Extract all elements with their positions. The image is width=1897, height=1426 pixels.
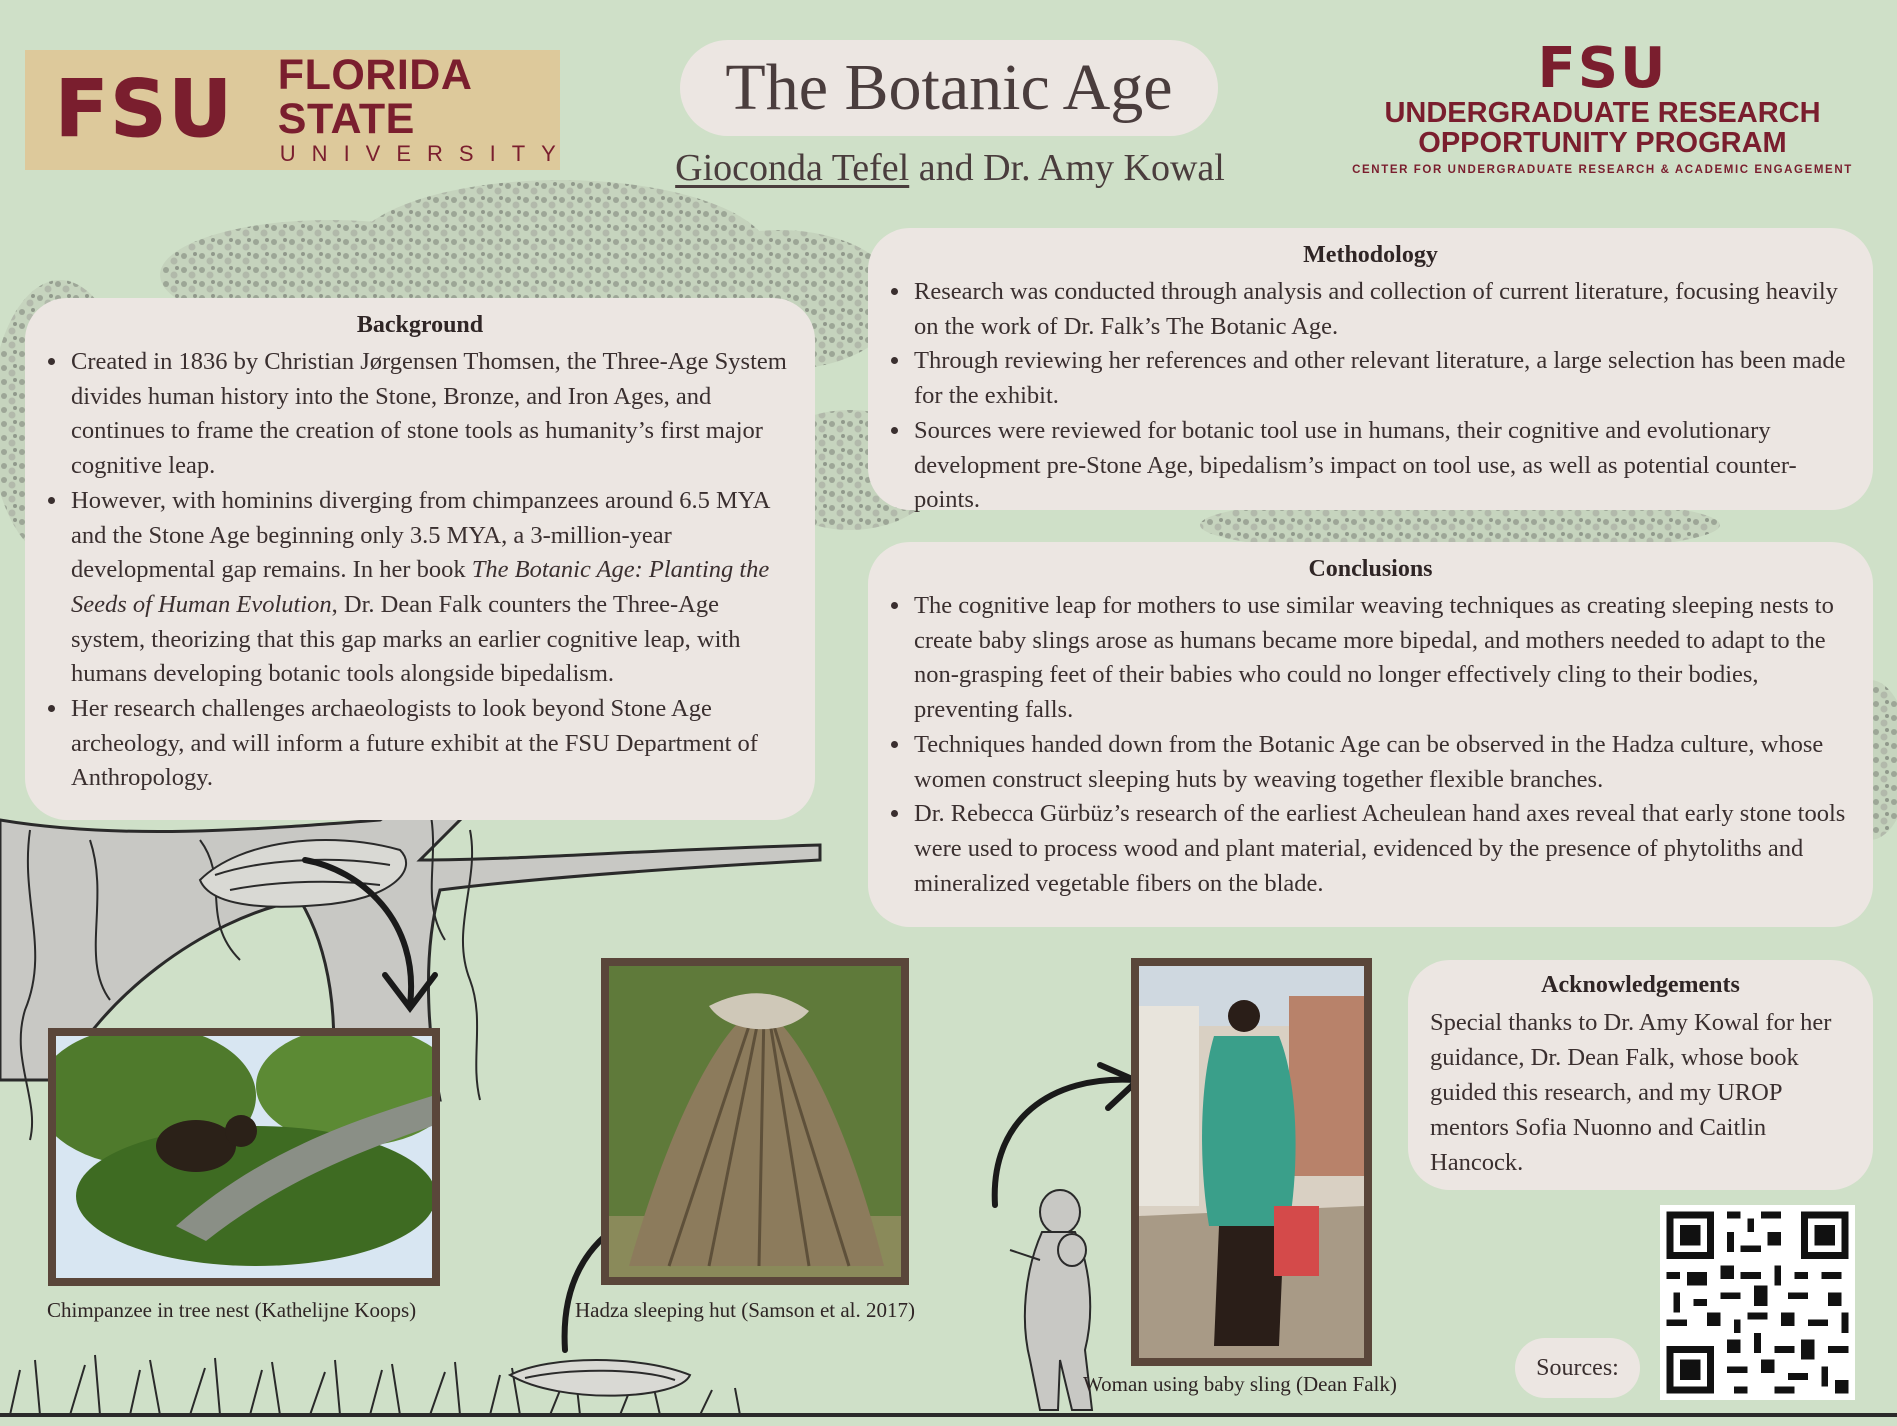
conclusions-item-3: • Dr. Rebecca Gürbüz’s research of the earliest Acheulean hand axes reveal that early stone tools were used to process wood and plant material, evidenced by the presence of phytoliths and mineralized vegetable fibers on the blade. [912, 797, 1847, 901]
chimpanzee-nest-image [56, 1036, 432, 1278]
authors [600, 146, 1300, 190]
fsu-logo [25, 50, 572, 170]
ground-nest [510, 1360, 690, 1396]
acknowledgements-panel [1408, 960, 1873, 1190]
background-panel [25, 298, 815, 820]
methodology-panel [868, 228, 1873, 514]
conclusions-item-2: • Techniques handed down from the Botanic Age can be observed in the Hadza culture, whose women construct sleeping huts by weaving together flexible branches. [912, 728, 1847, 797]
hadza-hut-image [609, 966, 901, 1277]
background-item-1: • Created in 1836 by Christian Jørgensen Thomsen, the Three-Age System divides human history into the Stone, Bronze, and Iron Ages, and continues to frame the creation of stone tools as humanity’s first major cognitive leap. [69, 345, 789, 484]
background-item-2-text: However, with hominins diverging from chimpanzees around 6.5 MYA and the Stone Age beginning only 3.5 MYA, a 3-million-year developmental gap remains. In her book [71, 486, 770, 584]
qr-code-icon [1660, 1205, 1855, 1400]
urop-line1: UNDERGRADUATE RESEARCH [1384, 97, 1821, 129]
university-name [278, 53, 572, 167]
author-secondary: and Dr. Amy Kowal [909, 147, 1225, 189]
urop-logo [1340, 36, 1865, 176]
urop-logo-letters: FSU [1537, 36, 1668, 101]
university-name-line1: FLORIDA STATE [277, 51, 471, 143]
methodology-heading: Methodology [1303, 242, 1438, 268]
baby-sling-image [1139, 966, 1364, 1358]
hadza-caption: Hadza sleeping hut (Samson et al. 2017) [575, 1298, 915, 1322]
background-heading: Background [356, 312, 484, 338]
author-primary: Gioconda Tefel [675, 147, 910, 189]
hadza-hut-photo [601, 958, 909, 1285]
sources-qr-code[interactable] [1660, 1205, 1855, 1400]
poster-title: The Botanic Age [725, 51, 1173, 124]
background-item-3: • Her research challenges archaeologists to look beyond Stone Age archeology, and will inform a future exhibit at the FSU Department of Anthropology. [69, 692, 789, 796]
methodology-item-2: • Through reviewing her references and other relevant literature, a large selection has been made for the exhibit. [912, 344, 1847, 413]
conclusions-heading: Conclusions [1308, 556, 1433, 582]
baby-sling-caption: Woman using baby sling (Dean Falk) [1083, 1372, 1397, 1396]
background-item-2-rest: , Dr. Dean Falk counters the Three-Age system, theorizing that this gap marks an earlier cognitive leap, with humans developing botanic tools alongside bipedalism. [71, 590, 741, 688]
title-pill [680, 40, 1218, 136]
sources-label: Sources: [1515, 1338, 1640, 1398]
university-name-line2: UNIVERSITY [279, 141, 572, 166]
acknowledgements-text: Special thanks to Dr. Amy Kowal for her guidance, Dr. Dean Falk, whose book guided this research, and my UROP mentors Sofia Nuonno and Caitlin Hancock. [1430, 1009, 1832, 1176]
urop-line3: CENTER FOR UNDERGRADUATE RESEARCH & ACADEMIC ENGAGEMENT [1352, 164, 1853, 176]
conclusions-panel [868, 542, 1873, 927]
background-item-2 [69, 484, 789, 692]
hominin-figure [1010, 1190, 1092, 1410]
acknowledgements-heading: Acknowledgements [1541, 972, 1740, 998]
book-title: The Botanic Age: Planting the Seeds of Human Evolution [71, 556, 770, 618]
fsu-logo-letters: FSU [55, 65, 234, 155]
methodology-item-3: • Sources were reviewed for botanic tool use in humans, their cognitive and evolutionary development pre-Stone Age, bipedalism’s impact on tool use, as well as potential counter-points. [912, 414, 1847, 518]
methodology-item-1: • Research was conducted through analysis and collection of current literature, focusing heavily on the work of Dr. Falk’s The Botanic Age. [912, 275, 1847, 344]
baby-sling-photo [1131, 958, 1372, 1366]
urop-line2: OPPORTUNITY PROGRAM [1418, 127, 1787, 159]
chimpanzee-caption: Chimpanzee in tree nest (Kathelijne Koops) [47, 1298, 417, 1322]
chimpanzee-nest-photo [48, 1028, 440, 1286]
conclusions-item-1: • The cognitive leap for mothers to use similar weaving techniques as creating sleeping nests to create baby slings arose as humans became more bipedal, and mothers needed to adapt to the non-grasping feet of their babies who could no longer effectively cling to their bodies, preventing falls. [912, 589, 1847, 728]
